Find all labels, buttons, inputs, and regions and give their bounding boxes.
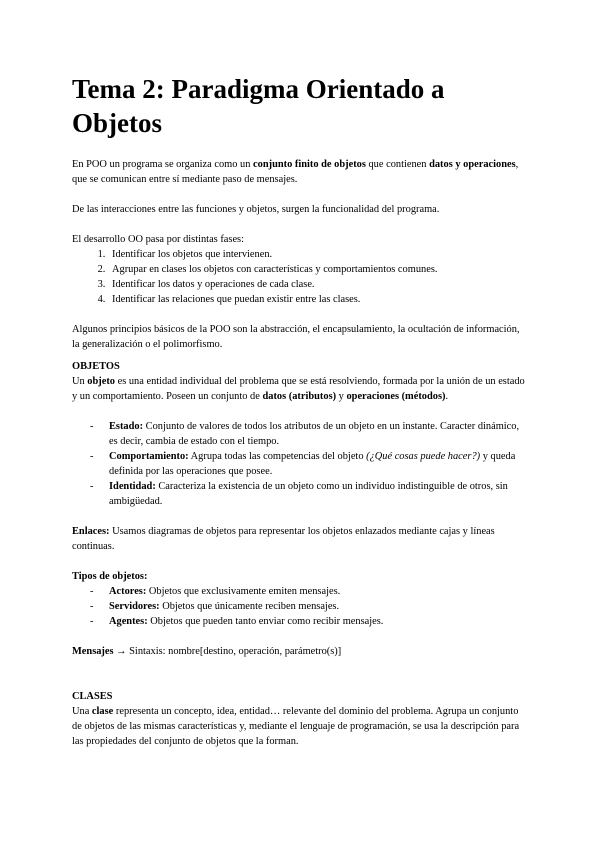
list-item: 2. Agrupar en clases los objetos con características y comportamientos comunes. bbox=[108, 262, 528, 277]
intro-bold-2: datos y operaciones bbox=[429, 159, 516, 170]
objetos-heading: OBJETOS bbox=[72, 361, 120, 372]
objetos-properties-list bbox=[72, 419, 528, 509]
enlaces-paragraph: Enlaces: Usamos diagramas de objetos para representar los objetos enlazados mediante cajas y líneas continuas. bbox=[72, 526, 495, 552]
list-item-estado: - Estado: Conjunto de valores de todos los atributos de un objeto en un instante. Caracter dinámico, es decir, cambia de estado con el tiempo. bbox=[72, 419, 528, 449]
list-item: 3. Identificar los datos y operaciones de cada clase. bbox=[108, 277, 528, 292]
clases-heading: CLASES bbox=[72, 691, 113, 702]
list-item-actores: - Actores: Objetos que exclusivamente emiten mensajes. bbox=[72, 584, 528, 599]
list-item: 4. Identificar las relaciones que puedan existir entre las clases. bbox=[108, 292, 528, 307]
tipos-heading: Tipos de objetos: bbox=[72, 571, 148, 582]
intro-paragraph: En POO un programa se organiza como un conjunto finito de objetos que contienen datos y operaciones, que se comunican entre sí mediante paso de mensajes. bbox=[72, 159, 519, 185]
document-body bbox=[72, 157, 528, 749]
list-item-agentes: - Agentes: Objetos que pueden tanto enviar como recibir mensajes. bbox=[72, 614, 528, 629]
intro-bold-1: conjunto finito de objetos bbox=[253, 159, 366, 170]
objetos-definition: Un objeto es una entidad individual del problema que se está resolviendo, formada por la unión de un estado y un comportamiento. Poseen un conjunto de datos (atributos) y operaciones (métodos). bbox=[72, 376, 525, 402]
list-item-identidad: - Identidad: Caracteriza la existencia de un objeto como un individuo indistinguible de otros, sin ambigüedad. bbox=[72, 479, 528, 509]
tipos-list bbox=[72, 584, 528, 629]
oo-development-steps bbox=[72, 247, 528, 307]
list-item: 1. Identificar los objetos que intervienen. bbox=[108, 247, 528, 262]
interaction-paragraph: De las interacciones entre las funciones y objetos, surgen la funcionalidad del programa. bbox=[72, 204, 440, 215]
oo-development-lead: El desarrollo OO pasa por distintas fases: bbox=[72, 234, 244, 245]
principles-paragraph: Algunos principios básicos de la POO son la abstracción, el encapsulamiento, la ocultación de información, la generalización o el polimorfismo. bbox=[72, 324, 520, 350]
list-item-servidores: - Servidores: Objetos que únicamente reciben mensajes. bbox=[72, 599, 528, 614]
mensajes-paragraph: Mensajes → Sintaxis: nombre[destino, operación, parámetro(s)] bbox=[72, 646, 342, 657]
page-title: Tema 2: Paradigma Orientado a Objetos bbox=[72, 74, 445, 138]
clases-definition: Una clase representa un concepto, idea, entidad… relevante del dominio del problema. Agrupa un conjunto de objetos de las mismas características y, mediante el lenguaje de programación, se usa la descripción para las propiedades del conjunto de objetos que la forman. bbox=[72, 706, 520, 747]
list-item-comportamiento: - Comportamiento: Agrupa todas las competencias del objeto (¿Qué cosas puede hacer?) y queda definida por las operaciones que posee. bbox=[72, 449, 528, 479]
